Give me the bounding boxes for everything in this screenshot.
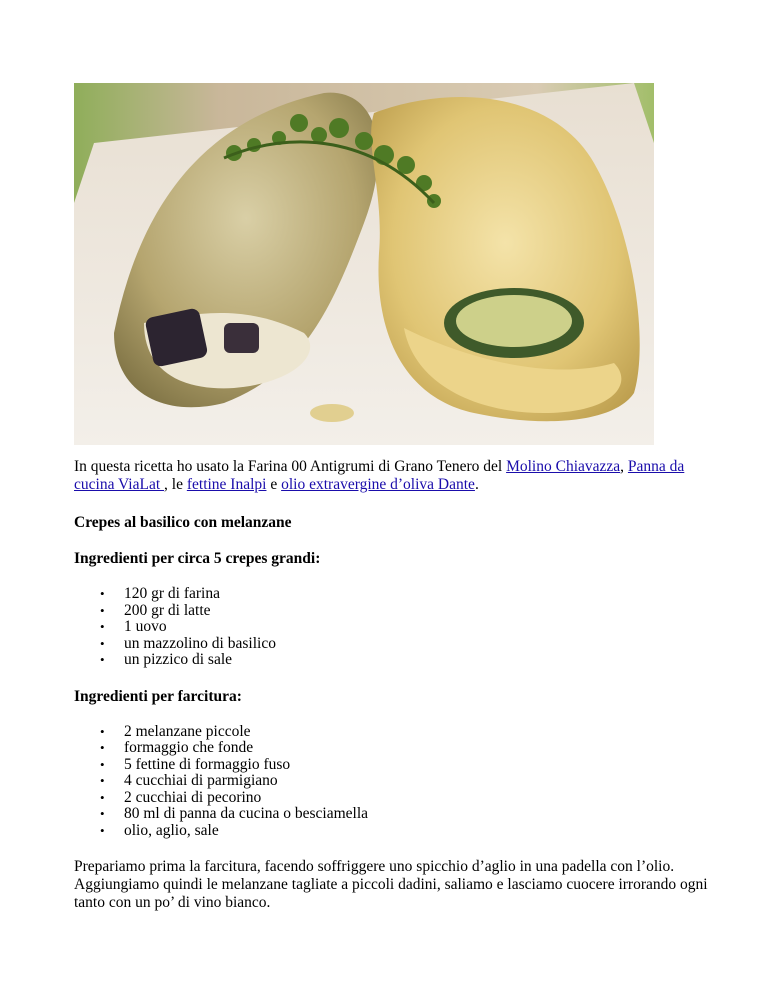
link-olio-dante[interactable]: olio extravergine d’oliva Dante (281, 476, 475, 493)
list-item: • 2 cucchiai di pecorino (124, 790, 714, 807)
link-molino-chiavazza[interactable]: Molino Chiavazza (506, 458, 621, 475)
recipe-text (74, 458, 714, 912)
list-item: • un pizzico di sale (124, 652, 714, 669)
method-paragraph: Prepariamo prima la farcitura, facendo soffriggere uno spicchio d’aglio in una padella con l’olio. Aggiungiamo quindi le melanzane tagliate a piccoli dadini, saliamo e lasciamo cuocere irrorando ogni tanto con un po’ di vino bianco. (74, 858, 708, 911)
recipe-photo (74, 83, 654, 445)
link-fettine-inalpi[interactable]: fettine Inalpi (186, 476, 267, 493)
list-item: • un mazzolino di basilico (124, 636, 714, 653)
crepes-ingredients-list (74, 586, 714, 669)
list-item: • 1 uovo (124, 619, 714, 636)
list-item: • 5 fettine di formaggio fuso (124, 757, 714, 774)
filling-ingredients-heading: Ingredienti per farcitura: (74, 687, 242, 705)
crepes-image (74, 83, 654, 445)
recipe-title: Crepes al basilico con melanzane (74, 514, 292, 531)
intro-text: In questa ricetta ho usato la Farina 00 Antigrumi di Grano Tenero del (74, 458, 507, 475)
list-item: • 2 melanzane piccole (124, 724, 714, 741)
intro-separator: , le (164, 476, 187, 493)
list-item: • 80 ml di panna da cucina o besciamella (124, 806, 714, 823)
filling-ingredients-list (74, 724, 714, 840)
list-item: • 200 gr di latte (124, 603, 714, 620)
intro-separator: , (620, 458, 628, 475)
intro-separator: e (266, 476, 282, 493)
link-panna-vialat[interactable]: Panna da cucina ViaLat (74, 458, 685, 493)
crepes-ingredients-heading: Ingredienti per circa 5 crepes grandi: (74, 550, 321, 567)
list-item: • 4 cucchiai di parmigiano (124, 773, 714, 790)
intro-paragraph (74, 458, 714, 494)
list-item: • formaggio che fonde (124, 740, 714, 757)
list-item: • 120 gr di farina (124, 586, 714, 603)
list-item: • olio, aglio, sale (124, 823, 714, 840)
intro-period: . (474, 476, 479, 493)
